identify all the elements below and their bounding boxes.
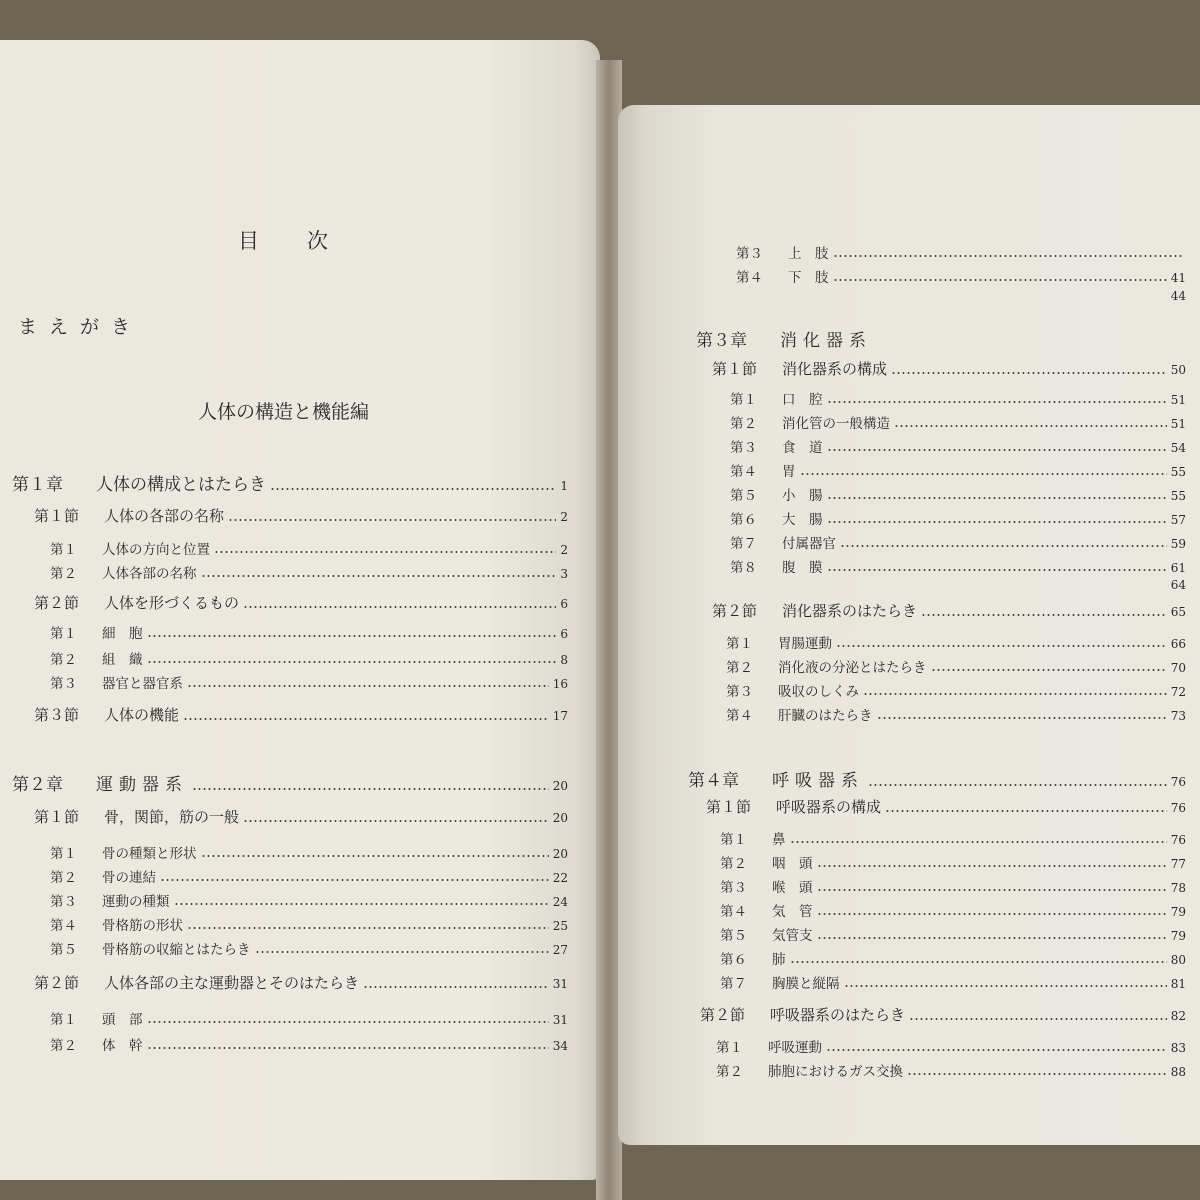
toc-section-entry: 第２節 消化器系のはたらき 65 [712, 602, 1186, 620]
toc-item-entry: 第５ 気管支 79 [720, 928, 1186, 944]
toc-item-entry: 第３ 運動の種類 24 [50, 894, 568, 910]
toc-section-entry: 第１節 消化器系の構成 50 [712, 360, 1186, 378]
toc-section-entry: 第３節 人体の機能 17 [34, 706, 568, 724]
toc-item-entry: 第６ 肺 80 [720, 952, 1186, 968]
preface-heading: まえがき [18, 316, 143, 338]
toc-item-entry: 第２ 咽 頭 77 [720, 856, 1186, 872]
toc-section-entry: 第１節 骨，関節，筋の一般 20 [34, 808, 568, 826]
toc-item-entry: 第３ 吸収のしくみ 72 [726, 684, 1186, 700]
toc-item-entry: 第５ 小 腸 55 [730, 488, 1186, 504]
toc-item-entry: 第３ 器官と器官系 16 [50, 676, 568, 692]
toc-item-entry: 第１ 人体の方向と位置 2 [50, 542, 568, 558]
toc-item-entry: 第２ 消化管の一般構造 51 [730, 416, 1186, 432]
toc-item-entry: 第３ 喉 頭 78 [720, 880, 1186, 896]
toc-section-entry: 第２節 人体各部の主な運動器とそのはたらき 31 [34, 974, 568, 992]
toc-item-entry: 第７ 胸膜と縦隔 81 [720, 976, 1186, 992]
toc-item-entry: 第４ 下 肢 41 [736, 270, 1186, 286]
toc-section-entry: 第２節 呼吸器系のはたらき 82 [700, 1006, 1186, 1024]
toc-item-entry: 第８ 腹 膜 61 [730, 560, 1186, 576]
toc-item-entry: 第４ 肝臓のはたらき 73 [726, 708, 1186, 724]
toc-item-entry: 第２ 消化液の分泌とはたらき 70 [726, 660, 1186, 676]
toc-item-entry: 第１ 胃腸運動 66 [726, 636, 1186, 652]
toc-item-entry: 第１ 鼻 76 [720, 832, 1186, 848]
toc-item-entry: 第３ 上 肢 [736, 242, 1186, 262]
toc-section-entry: 第２節 人体を形づくるもの 6 [34, 594, 568, 612]
toc-title: 目次 [238, 229, 376, 253]
toc-page-number: 44 [1170, 289, 1186, 303]
toc-item-entry: 第５ 骨格筋の収縮とはたらき 27 [50, 942, 568, 958]
toc-item-entry: 第２ 組 織 8 [50, 652, 568, 668]
toc-item-entry: 第４ 胃 55 [730, 464, 1186, 480]
toc-item-entry: 第１ 細 胞 6 [50, 626, 568, 642]
toc-chapter-entry: 第１章 人体の構成とはたらき 1 [12, 475, 568, 495]
toc-item-entry: 第２ 人体各部の名称 3 [50, 566, 568, 582]
toc-item-entry: 第２ 肺胞におけるガス交換 88 [716, 1064, 1186, 1080]
toc-item-entry: 第４ 気 管 79 [720, 904, 1186, 920]
toc-chapter-entry: 第２章 運動器系 20 [12, 775, 568, 795]
toc-item-entry: 第１ 頭 部 31 [50, 1012, 568, 1028]
toc-section-entry: 第１節 人体の各部の名称 2 [34, 507, 568, 525]
toc-section-entry: 第１節 呼吸器系の構成 76 [706, 798, 1186, 816]
toc-item-entry: 第１ 呼吸運動 83 [716, 1040, 1186, 1056]
toc-item-entry: 第１ 骨の種類と形状 20 [50, 846, 568, 862]
toc-item-entry: 第４ 骨格筋の形状 25 [50, 918, 568, 934]
part-title: 人体の構造と機能編 [198, 401, 370, 423]
toc-item-entry: 第１ 口 腔 51 [730, 392, 1186, 408]
toc-item-entry: 第７ 付属器官 59 [730, 536, 1186, 552]
toc-item-entry: 第２ 体 幹 34 [50, 1038, 568, 1054]
toc-chapter-entry: 第４章 呼吸器系 76 [688, 771, 1186, 791]
toc-page-number: 64 [1170, 578, 1186, 592]
toc-item-entry: 第３ 食 道 54 [730, 440, 1186, 456]
toc-item-entry: 第２ 骨の連結 22 [50, 870, 568, 886]
toc-chapter-entry: 第３章 消化器系 [696, 331, 872, 351]
toc-item-entry: 第６ 大 腸 57 [730, 512, 1186, 528]
